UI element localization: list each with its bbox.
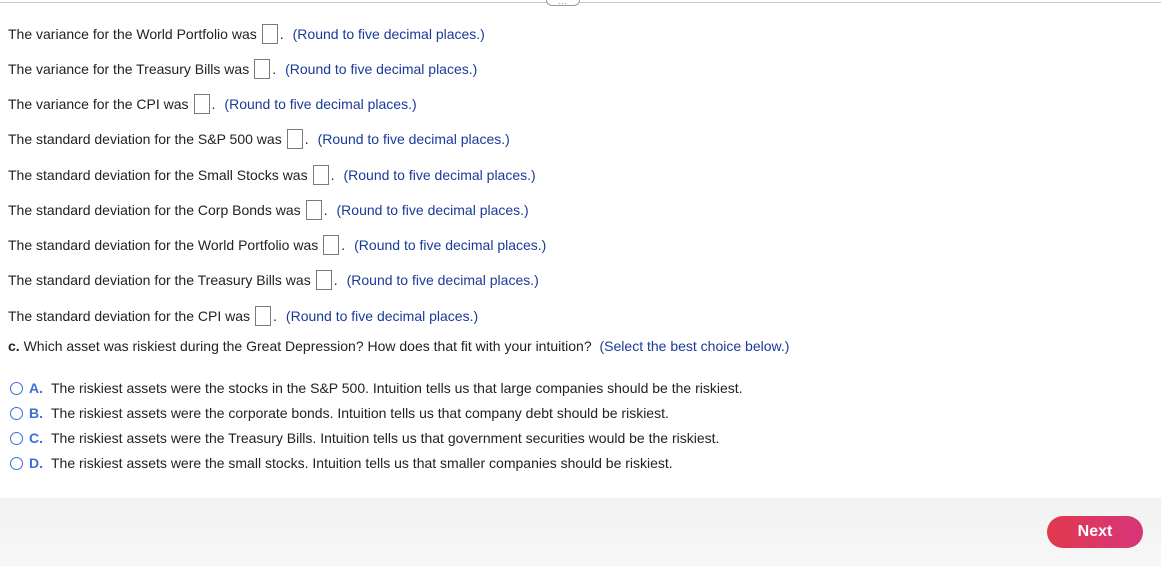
rounding-hint: (Round to five decimal places.) [343, 167, 536, 183]
part-c-letter: c. [8, 338, 20, 354]
rounding-hint: (Round to five decimal places.) [292, 26, 485, 42]
choice-letter: A. [29, 380, 43, 396]
radio-button-icon[interactable] [10, 407, 23, 420]
period: . [273, 308, 277, 324]
radio-button-icon[interactable] [10, 382, 23, 395]
period: . [272, 61, 277, 77]
question-label: The variance for the World Portfolio was [8, 26, 257, 42]
choice-c[interactable] [10, 428, 719, 448]
choice-b[interactable] [10, 403, 669, 423]
question-label: The standard deviation for the Small Stocks was [8, 167, 308, 183]
choice-a[interactable] [10, 378, 743, 398]
period: . [211, 96, 216, 112]
choice-letter: D. [29, 455, 43, 471]
question-row-stddev-sp500 [8, 128, 510, 150]
choice-d[interactable] [10, 453, 673, 473]
answer-input[interactable] [323, 235, 339, 255]
question-row-stddev-world-portfolio [8, 234, 546, 256]
rounding-hint: (Round to five decimal places.) [354, 237, 547, 253]
answer-input[interactable] [262, 24, 278, 44]
period: . [323, 202, 328, 218]
rounding-hint: (Round to five decimal places.) [336, 202, 529, 218]
question-row-stddev-treasury-bills [8, 269, 539, 291]
answer-input[interactable] [306, 200, 322, 220]
choice-text: The riskiest assets were the small stocks. Intuition tells us that smaller companies should be riskiest. [51, 455, 673, 471]
top-divider [0, 2, 1161, 3]
question-row-stddev-small-stocks [8, 164, 536, 186]
answer-input[interactable] [287, 129, 303, 149]
answer-input[interactable] [316, 270, 332, 290]
choice-letter: C. [29, 430, 43, 446]
question-row-stddev-corp-bonds [8, 199, 529, 221]
rounding-hint: (Round to five decimal places.) [346, 272, 539, 288]
part-c-question [8, 338, 789, 354]
period: . [279, 26, 284, 42]
answer-input[interactable] [194, 94, 210, 114]
choice-letter: B. [29, 405, 43, 421]
rounding-hint: (Round to five decimal places.) [224, 96, 417, 112]
question-label: The standard deviation for the S&P 500 was [8, 131, 282, 147]
question-label: The standard deviation for the Corp Bonds was [8, 202, 301, 218]
radio-button-icon[interactable] [10, 432, 23, 445]
question-row-variance-cpi [8, 93, 417, 115]
choice-text: The riskiest assets were the Treasury Bills. Intuition tells us that government securities would be the riskiest. [51, 430, 720, 446]
footer-bar [0, 498, 1161, 566]
radio-button-icon[interactable] [10, 457, 23, 470]
part-c-text: Which asset was riskiest during the Great Depression? How does that fit with your intuition? [23, 338, 592, 354]
answer-input[interactable] [313, 165, 329, 185]
period: . [341, 237, 346, 253]
question-label: The variance for the CPI was [8, 96, 189, 112]
question-row-variance-treasury-bills [8, 58, 477, 80]
next-button[interactable]: Next [1047, 516, 1143, 548]
period: . [333, 272, 338, 288]
rounding-hint: (Round to five decimal places.) [317, 131, 510, 147]
rounding-hint: (Round to five decimal places.) [285, 308, 479, 324]
period: . [330, 167, 335, 183]
answer-input[interactable] [254, 59, 270, 79]
question-row-variance-world-portfolio [8, 23, 485, 45]
period: . [304, 131, 309, 147]
question-label: The standard deviation for the Treasury Bills was [8, 272, 311, 288]
answer-input[interactable] [255, 306, 271, 326]
question-row-stddev-cpi [8, 305, 478, 327]
question-label: The standard deviation for the World Portfolio was [8, 237, 319, 253]
part-c-hint: (Select the best choice below.) [599, 338, 790, 354]
choice-text: The riskiest assets were the stocks in the S&P 500. Intuition tells us that large companies should be the riskiest. [51, 380, 743, 396]
rounding-hint: (Round to five decimal places.) [285, 61, 478, 77]
question-label: The variance for the Treasury Bills was [8, 61, 250, 77]
expand-handle[interactable]: ... [546, 0, 580, 6]
question-label: The standard deviation for the CPI was [8, 308, 251, 324]
choice-text: The riskiest assets were the corporate bonds. Intuition tells us that company debt should be riskiest. [51, 405, 669, 421]
